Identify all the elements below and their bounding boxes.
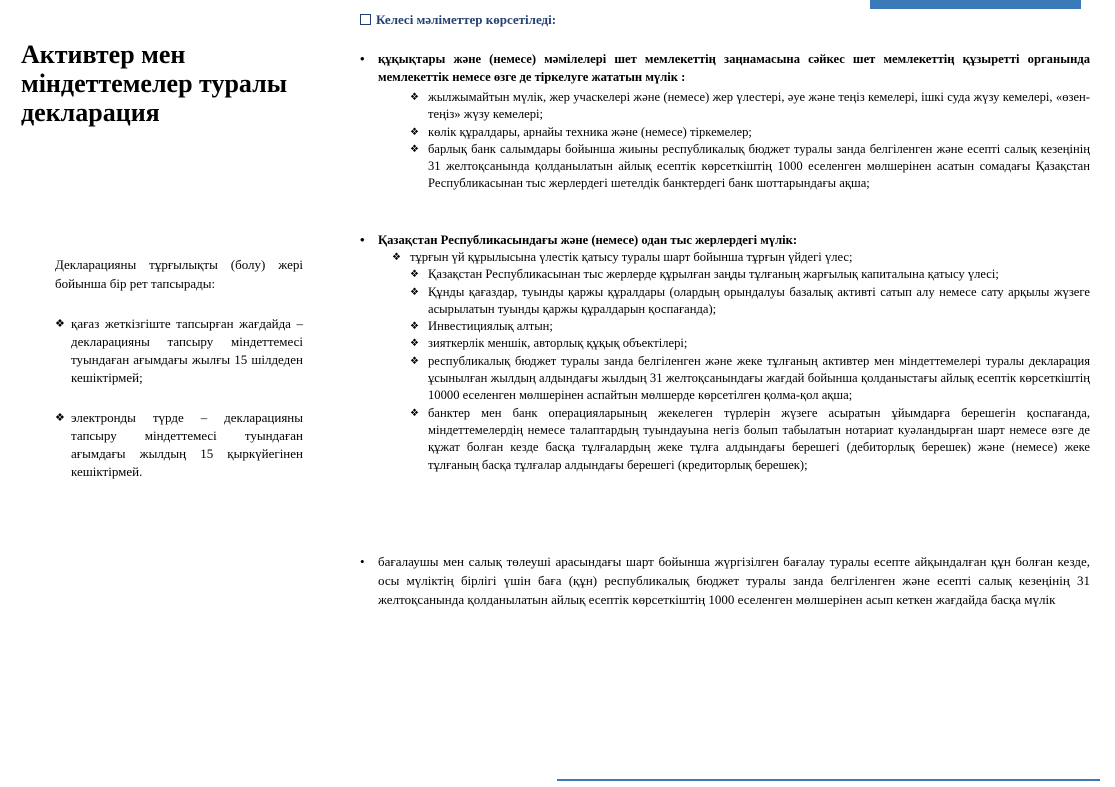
- list-item: [392, 249, 1090, 266]
- list-item: [410, 266, 1090, 283]
- diamond-bullet-icon: ❖: [410, 355, 419, 367]
- submission-intro: Декларацияны тұрғылықты (болу) жері бойынша бір рет тапсырады:: [55, 257, 303, 291]
- bullet-icon: •: [360, 554, 365, 569]
- section-title-text: Қазақстан Республикасындағы және (немесе) одан тыс жерлердегі мүлік:: [378, 233, 798, 247]
- list-item: [55, 409, 303, 481]
- diamond-bullet-icon: ❖: [410, 92, 419, 103]
- list-item-text: банктер мен банк операцияларының жекелеген түрлерін жүзеге асыратын ұйымдарға берешегін қоспағанда, міндеттемелердің немесе талаптардың туындауына негіз болып табылатын нотариат куәландырған шарт немесе өзге де құжат болған кезде басқа тұлғалардың жеке тұлға алдындағы берешегі (дебиторлық берешек) және (немесе) жеке тұлғаның басқа тұлғалар алдындағы берешегі (кредиторлық берешек);: [428, 405, 1090, 472]
- list-item-text: электронды түрде – декларацияны тапсыру міндеттемесі туындаған ағымдағы жылдың 15 қыркүйегінен кешіктірмей.: [71, 410, 303, 479]
- list-item: [410, 284, 1090, 319]
- list-item-text: Инвестициялық алтын;: [428, 319, 553, 334]
- bullet-icon: •: [360, 232, 365, 247]
- list-item: [360, 552, 1090, 609]
- diamond-bullet-icon: ❖: [410, 143, 419, 155]
- diamond-bullet-icon: ❖: [410, 407, 419, 419]
- list-item-text: бағалаушы мен салық төлеуші арасындағы шарт бойынша жүргізілген бағалау туралы есепте айқындалған құн болған кезде, осы мүліктің бірлігі үшін баға (құн) республикалық бюджет туралы занда белгіленген және есепті салық кезеңінің 31 желтоқсанында қолданылатын айлық есептік көрсеткіштің 1000 еселенген мөлшерінен асып кеткен жағдайда басқа мүлік: [378, 554, 1090, 607]
- section-title: [360, 50, 1090, 86]
- bullet-icon: •: [360, 51, 365, 66]
- page-title: Активтер мен міндеттемелер туралы декларация: [21, 40, 288, 127]
- list-item-text: жылжымайтын мүлік, жер учаскелері және (немесе) жер үлестері, әуе және теңіз кемелері, ішкі суда жүзу кемелері, «өзен-теңіз» жүзу кемелері;: [428, 90, 1090, 122]
- section-domestic-foreign-property: [360, 231, 1090, 474]
- list-item: [55, 315, 303, 387]
- list-item-text: Қазақстан Республикасынан тыс жерлерде құрылған заңды тұлғаның жарғылық капиталына қатысу үлесі;: [428, 267, 999, 282]
- list-item: [410, 335, 1090, 352]
- diamond-bullet-icon: ❖: [410, 269, 419, 281]
- section-heading-text: Келесі мәліметтер көрсетіледі:: [376, 12, 557, 27]
- list-item: [410, 124, 1090, 141]
- list-item: [410, 141, 1090, 193]
- list-item-text: республикалық бюджет туралы занда белгіленген және жеке тұлғаның активтер мен міндеттемелері туралы декларация ұсынылған жылдың алдындағы жылдың 31 желтоқсанындағы жағдай бойынша қолданыстағы айлық есептік көрсеткіштің 10000 еселенген мөлшерінен аспайтын мөлшерде көрсетілген қолма-қол ақша;: [428, 353, 1090, 403]
- diamond-bullet-icon: ❖: [410, 126, 419, 138]
- top-accent-bar: [870, 0, 1081, 9]
- list-item-text: Құнды қағаздар, туынды қаржы құралдары (олардың орындалуы базалық активті сатып алу немесе сату арқылы жүзеге асырылатын туынды қаржы құралдарын қоспағанда);: [428, 284, 1090, 316]
- list-item-text: көлік құралдары, арнайы техника және (немесе) тіркемелер;: [428, 124, 752, 139]
- diamond-bullet-icon: ❖: [410, 338, 419, 350]
- list-item: [410, 353, 1090, 405]
- checkbox-bullet-icon: [360, 14, 371, 25]
- list-item-text: барлық банк салымдары бойынша жиыны республикалық бюджет туралы занда белгіленген және есепті салық кезеңінің 31 желтоқсанында қолданылатын айлық есептік көрсеткіштің 1000 еселенген мөлшерінен асатын сомадағы Қазақстан Республикасынан тыс жерлердегі шетелдік банктердегі банк шоттарындағы ақша;: [428, 141, 1090, 191]
- bottom-accent-line: [557, 779, 1100, 781]
- section-title: [360, 231, 1090, 249]
- list-item: [410, 318, 1090, 335]
- diamond-bullet-icon: ❖: [392, 252, 401, 263]
- list-item-text: қағаз жеткізгіште тапсырған жағдайда – декларацияны тапсыру міндеттемесі туындаған ағымдағы жылғы 15 шілдеден кешіктірмей;: [71, 316, 303, 385]
- section-foreign-registered-property: [360, 50, 1090, 193]
- diamond-bullet-icon: ❖: [410, 321, 419, 333]
- section-heading: [360, 12, 556, 28]
- section-appraised-property: [360, 552, 1090, 609]
- list-item: [410, 89, 1090, 124]
- diamond-bullet-icon: ❖: [55, 318, 65, 330]
- section-title-text: құқықтары және (немесе) мәмілелері шет мемлекеттің заңнамасына сәйкес шет мемлекеттің құзыретті органында мемлекеттік немесе өзге де тіркелуге жататын мүлік :: [378, 52, 1090, 84]
- submission-deadlines-list: [55, 315, 303, 503]
- list-item-text: зияткерлік меншік, авторлық құқық объектілері;: [428, 336, 688, 351]
- list-item-text: тұрғын үй құрылысына үлестік қатысу туралы шарт бойынша тұрғын үйдегі үлес;: [410, 250, 853, 264]
- diamond-bullet-icon: ❖: [55, 412, 65, 424]
- list-item: [410, 405, 1090, 474]
- diamond-bullet-icon: ❖: [410, 286, 419, 298]
